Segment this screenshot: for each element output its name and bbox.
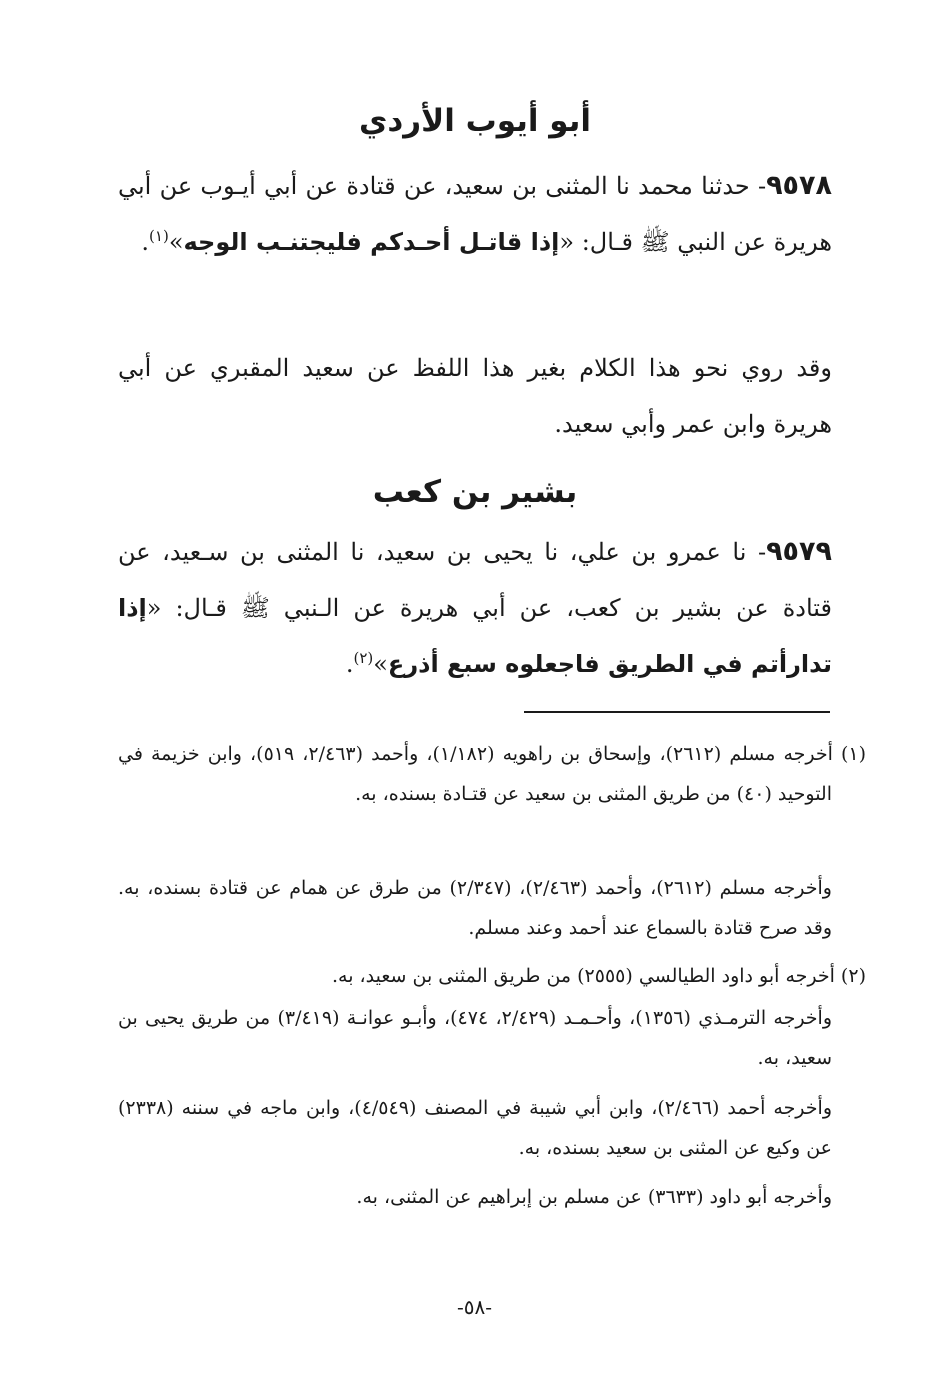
- hadith-period: .: [345, 650, 354, 678]
- hadith-9578: [118, 158, 832, 270]
- hadith-matn: إذا تدارأتم في الطريق فاجعلوه سبع أذرع: [118, 594, 832, 678]
- hadith-period: .: [141, 228, 150, 256]
- hadith-quote-close: »: [168, 228, 184, 256]
- narration-remark: وقد روي نحو هذا الكلام بغير هذا اللفظ عن سعيد المقبري عن أبي هريرة وابن عمر وأبي سعيد.: [118, 354, 832, 438]
- section-heading-bashir: بشير بن كعب: [372, 474, 578, 510]
- hadith-text: - حدثنا محمد نا المثنى بن سعيد، عن قتادة عن أبي أيـوب عن أبي هريرة عن النبي ﷺ قـال: «: [118, 172, 832, 256]
- section-heading-abu-ayyub: أبو أيوب الأردي: [358, 103, 591, 139]
- hadith-number: ٩٥٧٨: [766, 170, 832, 201]
- footnote-ref-1: (١): [149, 227, 169, 245]
- footnote-2-abu-dawud: وأخرجه أبو داود (٣٦٣٣) عن مسلم بن إبراهيم عن المثنى، به.: [356, 1186, 832, 1208]
- footnote-2-ahmad: وأخرجه أحمد (٢/٤٦٦)، وابن أبي شيبة في المصنف (٤/٥٤٩)، وابن ماجه في سننه (٢٣٣٨) عن وكيع عن المثنى بن سعيد بسنده، به.: [118, 1097, 832, 1159]
- hadith-text: - نا عمرو بن علي، نا يحيى بن سعيد، نا المثنى بن سـعيد، عن قتادة عن بشير بن كعب، عن أبي هريرة عن الـنبي ﷺ قـال: «: [118, 538, 832, 622]
- footnote-2: (٢) أخرجه أبو داود الطيالسي (٢٥٥٥) من طريق المثنى بن سعيد، به.: [331, 965, 866, 987]
- footnote-1-continuation: وأخرجه مسلم (٢٦١٢)، وأحمد (٢/٤٦٣)، (٢/٣٤٧) من طرق عن همام عن قتادة بسنده، به. وقد صرح قتادة بالسماع عند أحمد وعند مسلم.: [118, 877, 832, 939]
- hadith-9579: [118, 524, 832, 692]
- footnote-2-tirmidhi: وأخرجه الترمـذي (١٣٥٦)، وأحـمـد (٢/٤٢٩، ٤٧٤)، وأبـو عوانـة (٣/٤١٩) من طريق يحيى بن سعيد، به.: [118, 1007, 833, 1069]
- hadith-number: ٩٥٧٩: [766, 536, 832, 567]
- hadith-quote-close: »: [373, 650, 388, 678]
- page-number: -٥٨-: [456, 1295, 492, 1319]
- footnote-separator: [524, 711, 830, 713]
- footnote-ref-2: (٢): [353, 649, 374, 667]
- footnote-1: (١) أخرجه مسلم (٢٦١٢)، وإسحاق بن راهويه (١/١٨٢)، وأحمد (٢/٤٦٣، ٥١٩)، وابن خزيمة في التوحيد (٤٠) من طريق المثنى بن سعيد عن قتـادة بسنده، به.: [118, 743, 867, 805]
- hadith-matn: إذا قاتـل أحـدكم فليجتنـب الوجه: [183, 228, 560, 256]
